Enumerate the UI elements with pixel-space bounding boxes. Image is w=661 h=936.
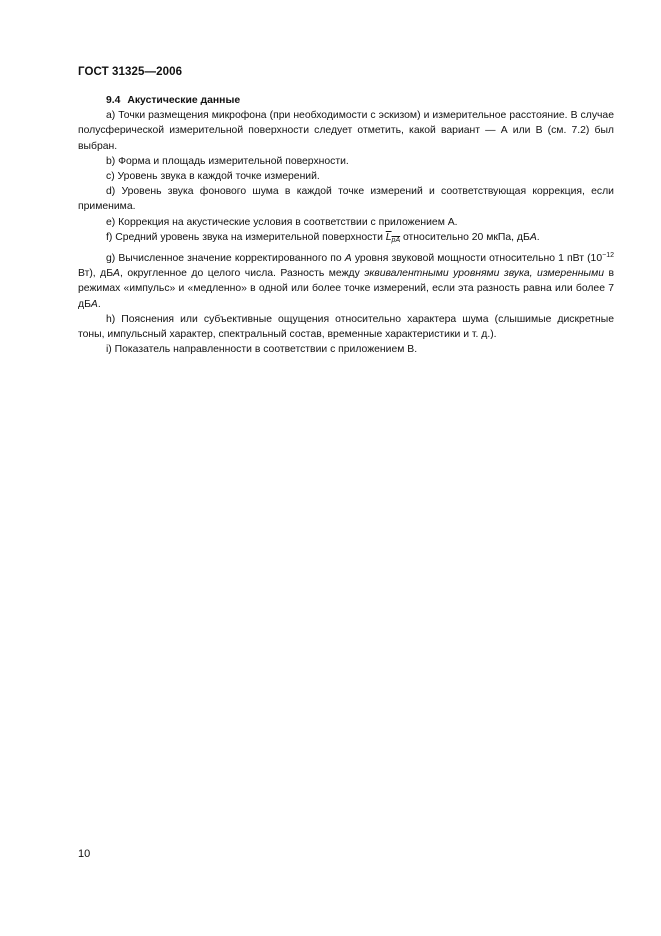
average-level-subscript: pA — [391, 236, 401, 244]
section-title: Акустические данные — [127, 95, 241, 106]
item-h: h) Пояснения или субъективные ощущения относительно характера шума (слышимые дискретные тоны, импульсный характер, спектральный состав, временные характеристики и т. д.). — [78, 313, 614, 341]
item-g-italic-1: А — [344, 253, 352, 265]
item-d: d) Уровень звука фонового шума в каждой точке измерений и соответствующая коррекция, если применима. — [78, 186, 614, 213]
item-i: i) Показатель направленности в соответствии с приложением В. — [106, 344, 418, 356]
document-header: ГОСТ 31325—2006 — [78, 66, 183, 78]
item-f-text-1: f) Средний уровень звука на измерительной поверхности — [106, 231, 386, 243]
item-g — [78, 248, 614, 312]
average-level-letter: L — [385, 231, 392, 243]
section-heading — [78, 93, 614, 108]
item-g-text-5: в режимах «импульс» и «медленно» в одной или более точке измерений, если эта разность равна или более 7 дБ — [78, 268, 614, 310]
item-g-text-4: , округленное до целого числа. Разность между — [119, 268, 365, 280]
average-level-symbol — [386, 232, 400, 243]
item-g-text-3: Вт), дБ — [78, 268, 114, 280]
item-f-text-2: относительно 20 мкПа, дБ — [400, 231, 530, 243]
item-b: b) Форма и площадь измерительной поверхности. — [106, 155, 349, 167]
item-c: c) Уровень звука в каждой точке измерений. — [106, 171, 320, 183]
item-f — [78, 230, 614, 248]
item-g-italic-4: А — [90, 298, 98, 310]
item-g-italic-2: А — [113, 268, 120, 280]
item-e: e) Коррекция на акустические условия в соответствии с приложением А. — [106, 216, 458, 228]
item-f-unit: A — [529, 231, 537, 243]
item-g-end: . — [97, 298, 101, 310]
section-content — [78, 93, 614, 357]
page-number: 10 — [78, 848, 91, 860]
item-f-end: . — [536, 231, 540, 243]
item-g-exponent: −12 — [602, 252, 614, 260]
item-g-italic-3: эквивалентными уровнями звука, измеренными — [364, 268, 604, 280]
item-a: a) Точки размещения микрофона (при необходимости с эскизом) и измерительное расстояние. В случае полусферической измерительной поверхности следует отметить, какой вариант — А или В (см. 7.2) был выбран. — [78, 110, 614, 152]
item-g-text-2: уровня звуковой мощности относительно 1 пВт (10 — [351, 253, 603, 265]
section-number: 9.4 — [106, 95, 121, 106]
item-g-text-1: g) Вычисленное значение корректированного по — [106, 253, 345, 265]
